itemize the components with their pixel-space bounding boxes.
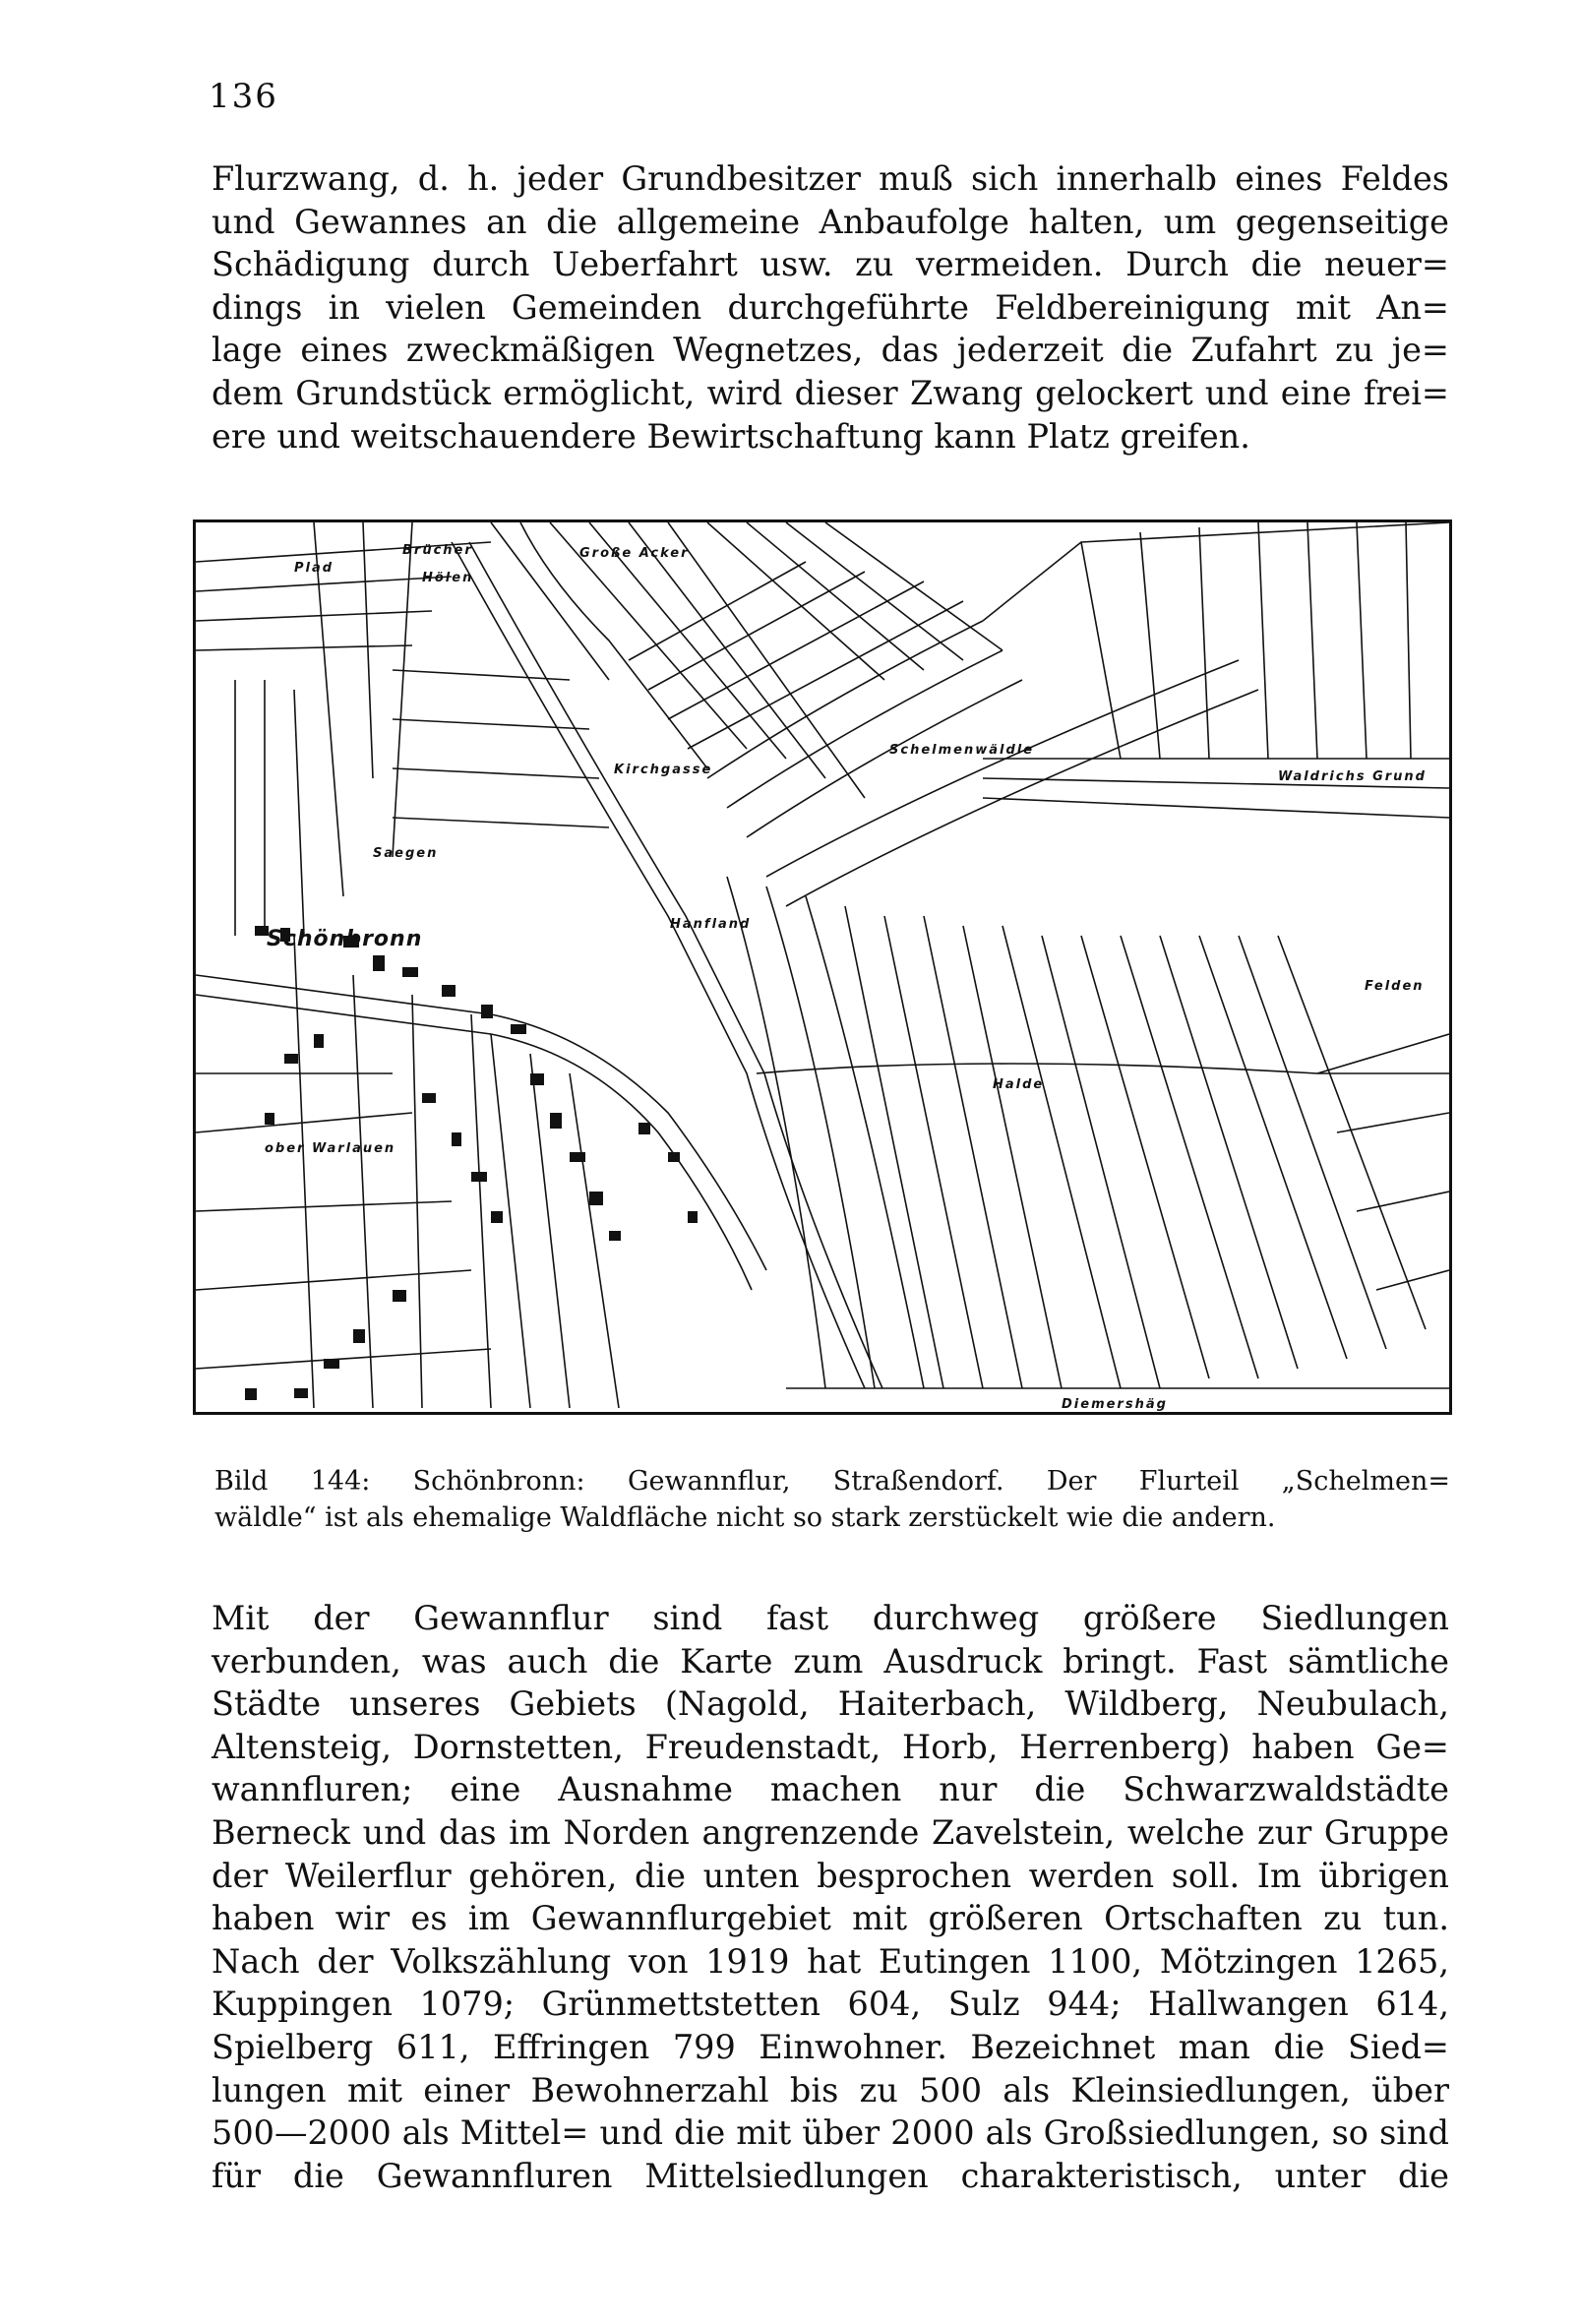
page-number: 136 — [209, 77, 278, 116]
field-map-figure — [193, 520, 1452, 1415]
map-label-saegen: Saegen — [373, 846, 439, 861]
text-line: Flurzwang, d. h. jeder Grundbesitzer muß sich innerhalb eines Feldes — [212, 159, 1449, 198]
text-line: der Weilerflur gehören, die unten besprochen werden soll. Im übrigen — [212, 1856, 1449, 1895]
text-line: verbunden, was auch die Karte zum Ausdruck bringt. Fast sämtliche — [212, 1641, 1449, 1681]
paragraph-main — [212, 1597, 1449, 2197]
text-line: lungen mit einer Bewohnerzahl bis zu 500 als Kleinsiedlungen, über — [212, 2070, 1449, 2110]
text-line: für die Gewannfluren Mittelsiedlungen charakteristisch, unter die — [212, 2156, 1449, 2195]
field-map-drawing — [196, 522, 1449, 1412]
text-line: ere und weitschauendere Bewirtschaftung kann Platz greifen. — [212, 416, 1250, 456]
text-line: Kuppingen 1079; Grünmettstetten 604, Sulz 944; Hallwangen 614, — [212, 1985, 1449, 2024]
text-line: haben wir es im Gewannflurgebiet mit größeren Ortschaften zu tun. — [212, 1899, 1449, 1938]
map-label-waldrichs: Waldrichs Grund — [1278, 769, 1427, 784]
map-label-bruecher: Brücher — [402, 543, 473, 558]
map-label-diemerhaeg: Diemershäg — [1062, 1397, 1168, 1412]
map-label-schoenbronn: Schönbronn — [267, 927, 423, 951]
figure-caption — [214, 1463, 1450, 1536]
map-label-felden: Felden — [1365, 979, 1425, 994]
text-line: dem Grundstück ermöglicht, wird dieser Zwang gelockert und eine frei= — [212, 373, 1449, 412]
text-line: Städte unseres Gebiets (Nagold, Haiterbach, Wildberg, Neubulach, — [212, 1684, 1449, 1724]
text-line: Schädigung durch Ueberfahrt usw. zu vermeiden. Durch die neuer= — [212, 245, 1449, 284]
caption-line: Bild 144: Schönbronn: Gewannflur, Straßendorf. Der Flurteil „Schelmen= — [214, 1466, 1450, 1497]
caption-line: wäldle“ ist als ehemalige Waldfläche nicht so stark zerstückelt wie die andern. — [214, 1502, 1276, 1533]
text-line: lage eines zweckmäßigen Wegnetzes, das jederzeit die Zufahrt zu je= — [212, 331, 1449, 370]
map-label-schelmenwaeldle: Schelmenwäldle — [889, 743, 1035, 758]
text-line: Altensteig, Dornstetten, Freudenstadt, Horb, Herrenberg) haben Ge= — [212, 1727, 1449, 1766]
map-label-grosse-acker: Große Acker — [579, 546, 690, 561]
map-label-halde: Halde — [993, 1077, 1045, 1092]
map-label-hanfland: Hanfland — [670, 917, 752, 932]
text-line: wannfluren; eine Ausnahme machen nur die Schwarzwaldstädte — [212, 1770, 1449, 1809]
text-line: Nach der Volkszählung von 1919 hat Eutingen 1100, Mötzingen 1265, — [212, 1941, 1449, 1981]
map-label-kirchgasse: Kirchgasse — [614, 763, 713, 777]
map-label-hoelen: Hölen — [422, 571, 474, 585]
paragraph-intro — [212, 157, 1449, 458]
text-line: Spielberg 611, Effringen 799 Einwohner. Bezeichnet man die Sied= — [212, 2027, 1449, 2066]
text-line: und Gewannes an die allgemeine Anbaufolge halten, um gegenseitige — [212, 202, 1449, 241]
map-label-oberwarlen: ober Warlauen — [265, 1141, 396, 1156]
map-label-plad: Plad — [294, 561, 334, 576]
text-line: Mit der Gewannflur sind fast durchweg größere Siedlungen — [212, 1599, 1449, 1637]
text-line: 500—2000 als Mittel= und die mit über 2000 als Großsiedlungen, so sind — [212, 2113, 1449, 2153]
text-line: Berneck und das im Norden angrenzende Zavelstein, welche zur Gruppe — [212, 1812, 1449, 1852]
text-line: dings in vielen Gemeinden durchgeführte Feldbereinigung mit An= — [212, 287, 1449, 327]
